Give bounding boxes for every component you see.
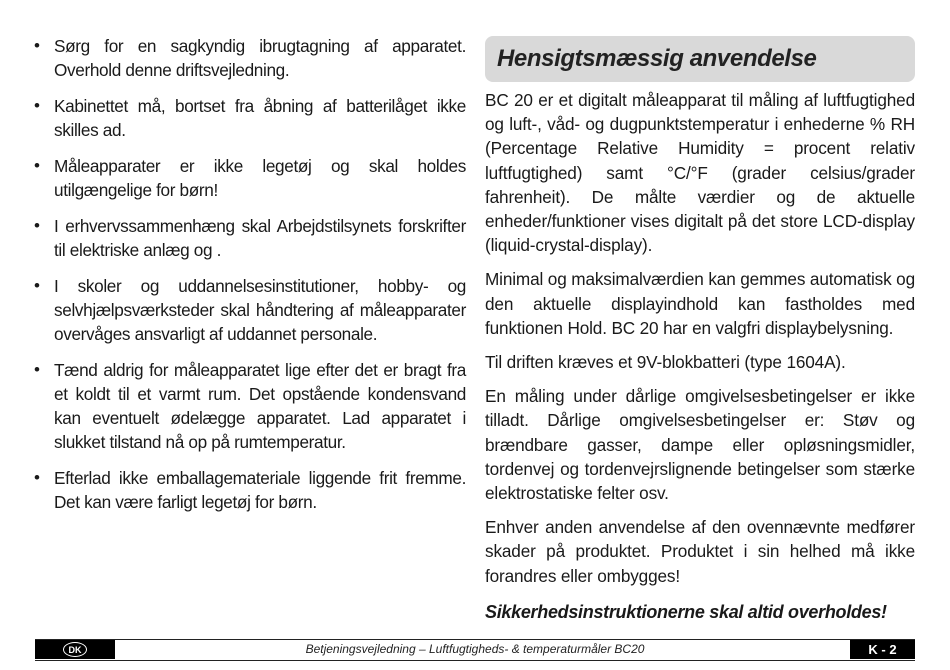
bullet-item	[34, 358, 466, 454]
bullet-icon: •	[34, 96, 40, 115]
bullet-text: I erhvervssammenhæng skal Arbejdstilsynets forskrifter til elektriske anlæg og .	[54, 216, 466, 260]
bullet-item	[34, 34, 466, 82]
language-code: DK	[63, 642, 87, 657]
bullet-item	[34, 466, 466, 514]
footer-title: Betjeningsvejledning – Luftfugtigheds- & temperaturmåler BC20	[305, 642, 645, 656]
bullet-item	[34, 214, 466, 262]
bullet-text: Kabinettet må, bortset fra åbning af batterilåget ikke skilles ad.	[54, 96, 466, 140]
bullet-text: Måleapparater er ikke legetøj og skal holdes utilgængelige for børn!	[54, 156, 466, 200]
bullet-text: Efterlad ikke emballagemateriale liggende frit fremme. Det kan være farligt legetøj for børn.	[54, 468, 466, 512]
bullet-text: I skoler og uddannelsesinstitutioner, hobby- og selvhjælpsværksteder skal håndtering af måleapparater overvåges ansvarligt af uddannet personale.	[54, 276, 466, 344]
paragraph: Minimal og maksimalværdien kan gemmes automatisk og den aktuelle displayindhold kan fastholdes med funktionen Hold. BC 20 har en valgfri displaybelysning.	[485, 269, 915, 338]
page-number: K - 2	[850, 640, 915, 659]
paragraph: Enhver anden anvendelse af den ovennævnte medfører skader på produktet. Produktet i sin helhed må ikke forandres eller ombygges!	[485, 517, 915, 586]
bullet-item	[34, 274, 466, 346]
bullet-icon: •	[34, 468, 40, 487]
safety-warning: Sikkerhedsinstruktionerne skal altid overholdes!	[485, 601, 887, 622]
section-heading-box	[485, 36, 915, 82]
bullet-icon: •	[34, 156, 40, 175]
bullet-text: Tænd aldrig for måleapparatet lige efter det er bragt fra et koldt til et varmt rum. Det opstående kondensvand kan eventuelt ødelægge apparatet. Lad apparatet i slukket tilstand nå op på rumtemperatur.	[54, 360, 466, 452]
bullet-icon: •	[34, 216, 40, 235]
page-footer	[35, 639, 915, 661]
safety-bullet-list	[34, 34, 466, 526]
paragraph: Til driften kræves et 9V-blokbatteri (type 1604A).	[485, 352, 846, 373]
bullet-icon: •	[34, 36, 40, 55]
bullet-item	[34, 154, 466, 202]
paragraph: En måling under dårlige omgivelsesbetingelser er ikke tilladt. Dårlige omgivelsesbetingelser er: Støv og brændbare gasser, dampe eller opløsningsmidler, tordenvej og tordenvejrslignende betingelser som stærke elektrostatiske felter osv.	[485, 386, 915, 504]
bullet-text: Sørg for en sagkyndig ibrugtagning af apparatet. Overhold denne driftsvejledning.	[54, 36, 466, 80]
bullet-icon: •	[34, 276, 40, 295]
bullet-icon: •	[34, 360, 40, 379]
language-badge	[35, 640, 115, 659]
intended-use-section	[485, 36, 915, 623]
paragraph: BC 20 er et digitalt måleapparat til måling af luftfugtighed og luft-, våd- og dugpunktstemperatur i enhederne % RH (Percentage Relative Humidity = procent relativ luftfugtighed) samt °C/°F (grader celsius/grader fahrenheit). De målte værdier og de aktuelle enheder/funktioner vises digitalt på det store LCD-display (liquid-crystal-display).	[485, 90, 915, 256]
section-heading: Hensigtsmæssig anvendelse	[497, 45, 817, 72]
bullet-item	[34, 94, 466, 142]
